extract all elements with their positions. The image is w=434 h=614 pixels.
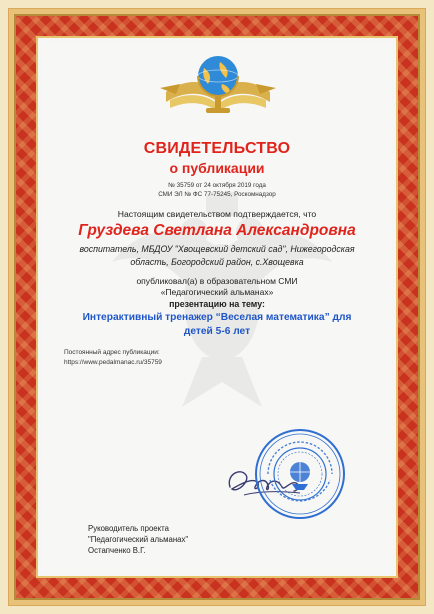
presentation-label: презентацию на тему:	[169, 299, 265, 309]
head-title: Руководитель проекта	[88, 524, 169, 533]
media-registration: СМИ ЭЛ № ФС 77-75245, Роскомнадзор	[158, 191, 276, 198]
journal-name: «Педагогический альманах»	[160, 287, 274, 297]
certificate-title: СВИДЕТЕЛЬСТВО	[143, 140, 291, 157]
published-line: опубликовал(а) в образовательном СМИ	[136, 276, 298, 286]
recipient-name: Груздева Светлана Александровна	[78, 222, 356, 239]
position-line: воспитатель, МБДОУ "Хвощевский детский сад", Нижегородская	[79, 244, 355, 254]
publication-topic	[62, 311, 372, 339]
publication-url: https://www.pedalmanac.ru/35759	[64, 359, 162, 366]
address-label: Постоянный адрес публикации:	[64, 349, 160, 356]
certificate-number: № 35759 от 24 октября 2019 года	[168, 182, 266, 189]
recipient-position	[42, 243, 392, 269]
head-project: "Педагогический альманах"	[88, 535, 189, 544]
certificate-subtitle: о публикации	[169, 160, 265, 176]
topic-line: детей 5-6 лет	[183, 326, 251, 337]
globe-book-emblem-icon	[160, 48, 276, 122]
project-head	[88, 523, 188, 556]
topic-line: Интерактивный тренажер “Веселая математика” для	[82, 312, 352, 323]
position-line: область, Богородский район, с.Хвощевка	[130, 257, 304, 267]
confirmation-text: Настоящим свидетельством подтверждается, что	[117, 209, 317, 219]
round-blue-seal-icon	[254, 428, 346, 520]
published-in	[42, 276, 392, 298]
head-name: Остапченко В.Г.	[88, 546, 146, 555]
registration-info	[42, 181, 392, 199]
